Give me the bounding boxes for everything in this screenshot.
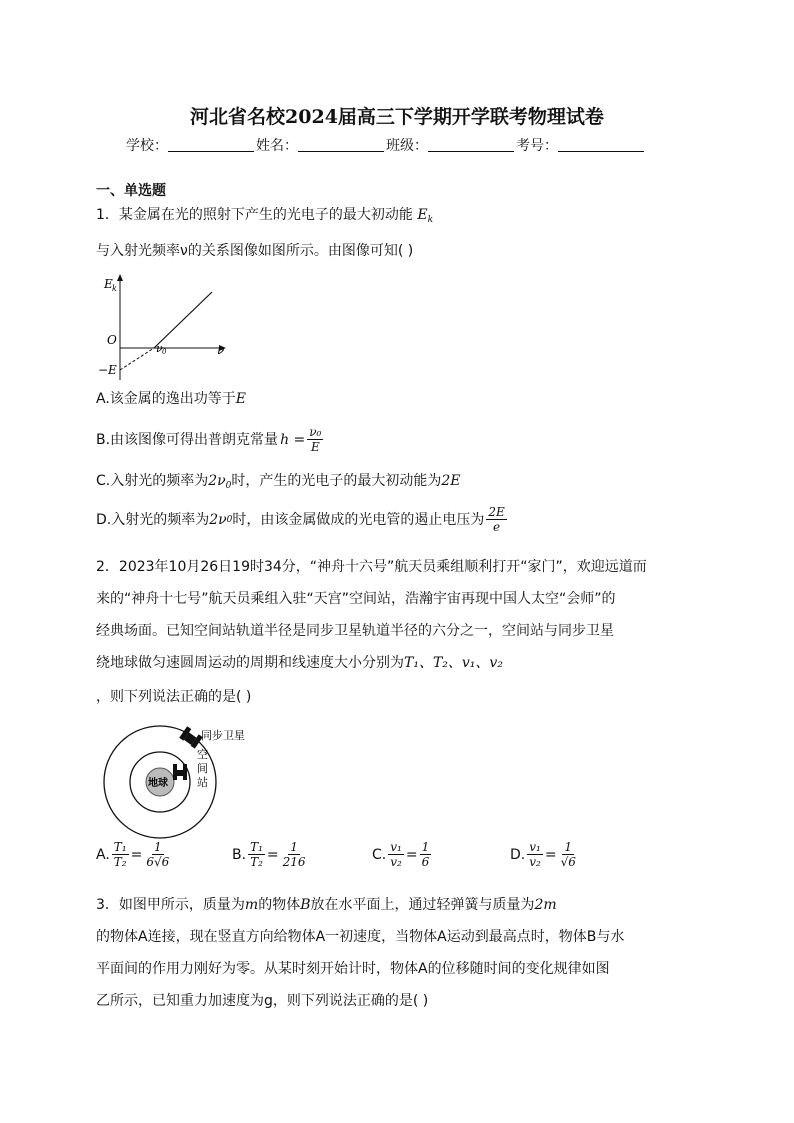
q2-option-b[interactable]: B. $\frac{\text{T₁}}{\text{T₂}}$ = $\frac{1}{216}$ bbox=[232, 840, 306, 869]
q1-option-a-var: E bbox=[235, 391, 247, 407]
q2-option-a-lhs-num: T₁ bbox=[113, 840, 127, 854]
sync-satellite-label: 同步卫星 bbox=[201, 729, 245, 742]
q3-m: m bbox=[244, 897, 259, 913]
q2-orbit-figure bbox=[98, 720, 268, 840]
q3-b: B bbox=[300, 897, 311, 913]
q1-origin-label: O bbox=[107, 333, 117, 347]
class-label: 班级： bbox=[386, 138, 428, 154]
q2-option-c-lhs-num: v₁ bbox=[390, 840, 402, 854]
q2-option-d-lhs-den: v₂ bbox=[529, 855, 541, 869]
q2-line1: 2．2023年10月26日19时34分，“神舟十六号”航天员乘组顺利打开“家门”，欢迎远道而 bbox=[96, 559, 647, 575]
q3-line1-post: 放在水平面上，通过轻弹簧与质量为 bbox=[310, 897, 535, 913]
number-label: 考号： bbox=[516, 138, 558, 154]
q1-line1 bbox=[96, 205, 433, 230]
q1-nu0-sub: 0 bbox=[162, 348, 167, 356]
q1-option-d[interactable] bbox=[96, 505, 509, 534]
q1-option-c-sub: 0 bbox=[225, 481, 232, 491]
page-title: 河北省名校2024届高三下学期开学联考物理试卷 bbox=[190, 106, 604, 128]
q3-line1-pre: 3．如图甲所示，质量为 bbox=[96, 897, 245, 913]
q1-option-b-lhs: h = bbox=[280, 431, 306, 448]
q2-option-d-num: 1 bbox=[564, 840, 573, 854]
q2-option-b-num: 1 bbox=[290, 840, 298, 854]
space-station-icon bbox=[173, 764, 187, 780]
q1-option-c-pre: C.入射光的频率为 bbox=[96, 473, 209, 489]
name-blank[interactable] bbox=[298, 137, 384, 152]
q2-option-c-den: 6 bbox=[421, 855, 430, 869]
q1-number: 1． bbox=[96, 207, 119, 223]
q2-option-c-num: 1 bbox=[421, 840, 430, 854]
q2-option-a-lhs-den: T₂ bbox=[113, 855, 127, 869]
q1-option-c-end: 2E bbox=[441, 473, 461, 489]
q2-line2: 来的“神舟十七号”航天员乘组入驻“天宫”空间站，浩瀚宇宙再现中国人太空“会师”的 bbox=[96, 591, 616, 607]
q2-line4-text: 绕地球做匀速圆周运动的周期和线速度大小分别为 bbox=[96, 655, 404, 671]
q3-line1-mid: 的物体 bbox=[258, 897, 301, 913]
q1-option-d-num: 2E bbox=[488, 505, 505, 519]
q3-line2: 的物体A连接，现在竖直方向给物体A一初速度，当物体A运动到最高点时，物体B与水 bbox=[96, 929, 625, 945]
earth-label: 地球 bbox=[148, 778, 168, 789]
q2-option-a[interactable]: A. $\frac{\text{T₁}}{\text{T₂}}$ = $\frac{1}{6√6}$ bbox=[96, 840, 170, 869]
space-station-label-2: 间 bbox=[197, 762, 208, 775]
q2-line4-vars: T₁、T₂、v₁、v₂ bbox=[404, 655, 503, 671]
q2-line5: ，则下列说法正确的是( ) bbox=[96, 689, 252, 705]
q1-nu0-label: ν bbox=[156, 342, 163, 355]
q1-nu-axis-label: ν bbox=[217, 343, 225, 357]
q1-option-d-den: e bbox=[493, 520, 501, 534]
space-station-label-3: 站 bbox=[197, 776, 208, 789]
q3-2m: 2m bbox=[534, 897, 557, 913]
q1-option-b-text: B.由该图像可得出普朗克常量 bbox=[96, 431, 279, 448]
number-blank[interactable] bbox=[558, 137, 644, 152]
section-heading: 一、单选题 bbox=[96, 183, 166, 199]
q1-ek-axis-label: E bbox=[104, 277, 113, 291]
q2-option-a-den: 6√6 bbox=[146, 855, 170, 869]
q2-option-c-lhs-den: v₂ bbox=[390, 855, 402, 869]
q1-option-b[interactable] bbox=[96, 425, 325, 454]
q2-option-d-lhs-num: v₁ bbox=[529, 840, 541, 854]
q3-line4: 乙所示，已知重力加速度为g，则下列说法正确的是( ) bbox=[96, 993, 429, 1009]
q1-option-d-pre: D.入射光的频率为 bbox=[96, 511, 210, 528]
q1-option-d-sub: 0 bbox=[226, 514, 233, 525]
q1-option-b-den: E bbox=[310, 440, 320, 454]
q2-option-b-lhs-den: T₂ bbox=[250, 855, 263, 869]
q1-y-arrow bbox=[117, 274, 123, 281]
space-station-label-1: 空 bbox=[197, 748, 208, 761]
q1-line2: 与入射光频率ν的关系图像如图所示。由图像可知( ) bbox=[96, 243, 414, 259]
q2-option-b-label: B. bbox=[232, 846, 247, 863]
q1-neg-e-label: −E bbox=[98, 363, 117, 377]
q1-text: 某金属在光的照射下产生的光电子的最大初动能 bbox=[118, 207, 413, 223]
q2-option-d-label: D. bbox=[510, 846, 526, 863]
q2-option-b-lhs-num: T₁ bbox=[250, 840, 263, 854]
q1-option-b-num: ν₀ bbox=[309, 425, 322, 439]
q2-option-a-label: A. bbox=[96, 846, 110, 863]
q2-line3: 经典场面。已知空间站轨道半径是同步卫星轨道半径的六分之一，空间站与同步卫星 bbox=[96, 623, 614, 639]
q3-line1 bbox=[96, 895, 557, 915]
q1-ek-nu-graph bbox=[96, 272, 236, 384]
q2-option-d-den: √6 bbox=[560, 855, 576, 869]
q2-option-b-den: 216 bbox=[282, 855, 306, 869]
q2-option-c-label: C. bbox=[372, 846, 387, 863]
sync-satellite-icon bbox=[179, 726, 203, 748]
q1-ek-sub: k bbox=[427, 215, 434, 225]
q2-option-a-num: 1 bbox=[153, 840, 162, 854]
q1-option-a[interactable] bbox=[96, 389, 246, 409]
q3-line3: 平面间的作用力刚好为零。从某时刻开始计时，物体A的位移随时间的变化规律如图 bbox=[96, 961, 610, 977]
q2-option-d[interactable]: D. $\frac{\text{v₁}}{\text{v₂}}$ = $\frac{1}{√6}$ bbox=[510, 840, 576, 869]
q1-graph-line bbox=[154, 292, 212, 348]
q1-ek: E bbox=[417, 207, 428, 223]
header-fields bbox=[126, 136, 646, 156]
q1-option-b-fraction bbox=[307, 425, 323, 454]
class-blank[interactable] bbox=[428, 137, 514, 152]
q1-option-c[interactable] bbox=[96, 471, 461, 496]
q1-option-c-post: 时，产生的光电子的最大初动能为 bbox=[231, 473, 442, 489]
q2-option-c[interactable]: C. $\frac{\text{v₁}}{\text{v₂}}$ = $\frac{1}{6}$ bbox=[372, 840, 430, 869]
name-label: 姓名： bbox=[256, 138, 298, 154]
q2-line4 bbox=[96, 653, 503, 673]
q1-option-d-val: 2ν bbox=[209, 511, 227, 528]
q1-ek-axis-sub: k bbox=[112, 284, 117, 293]
q1-dashed-extension bbox=[120, 348, 154, 370]
school-label: 学校： bbox=[126, 138, 168, 154]
q1-option-a-text: A.该金属的逸出功等于 bbox=[96, 391, 236, 407]
school-blank[interactable] bbox=[168, 137, 254, 152]
q1-option-d-fraction bbox=[486, 505, 506, 534]
q1-option-d-post: 时，由该金属做成的光电管的遏止电压为 bbox=[232, 511, 485, 528]
q1-option-c-val: 2ν bbox=[208, 473, 226, 489]
